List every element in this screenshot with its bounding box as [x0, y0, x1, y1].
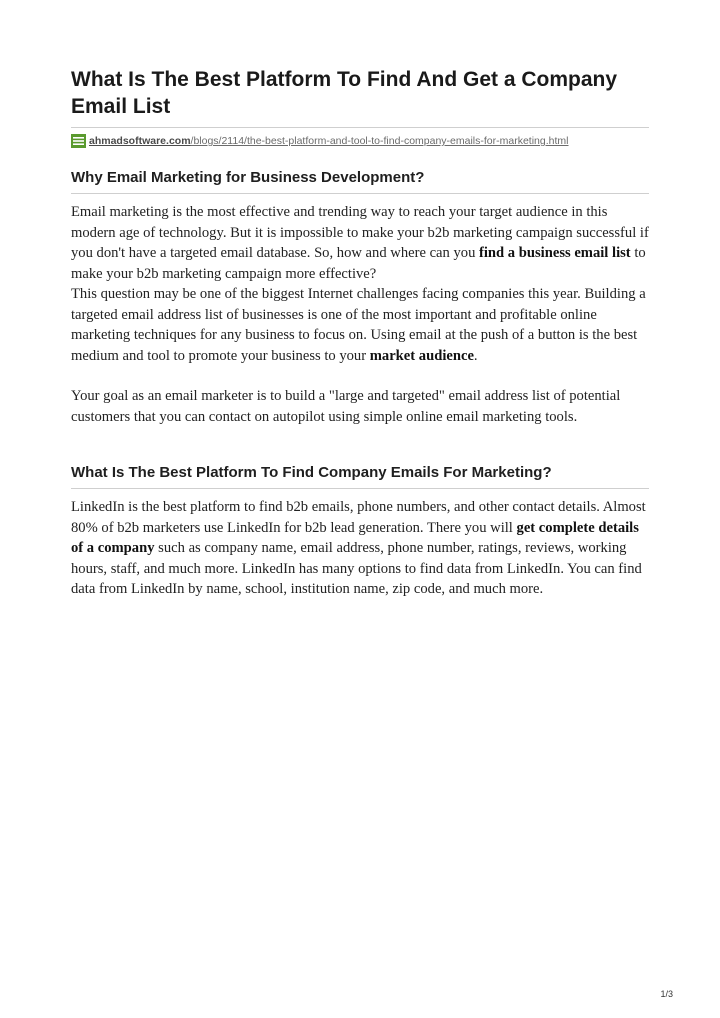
source-domain[interactable]: ahmadsoftware.com — [89, 135, 191, 147]
source-path[interactable]: /blogs/2114/the-best-platform-and-tool-to-find-company-emails-for-marketing.html — [190, 135, 569, 147]
paragraph — [71, 202, 649, 284]
paragraph-text: Your goal as an email marketer is to build a "large and targeted" email address list of potential customers that you can contact on autopilot using simple online email marketing tools. — [71, 388, 621, 425]
source-link[interactable] — [71, 132, 569, 150]
paragraph-bold-text: find a business email list — [479, 245, 631, 261]
paragraph-text: This question may be one of the biggest Internet challenges facing companies this year. Building a targeted email address list of businesses is one of the most important and profitable online marketing techniques for any business to focus on. Using email at the push of a button is the best medium and tool to promote your business to your — [71, 286, 646, 364]
section-heading-email-marketing: Why Email Marketing for Business Development? — [71, 169, 425, 186]
paragraph-bold-text: get complete details of a company — [71, 519, 639, 556]
paragraph-text: Email marketing is the most effective and trending way to reach your target audience in this modern age of technology. But it is impossible to make your b2b marketing campaign successful if you don't have a targeted email database. So, how and where can you — [71, 204, 649, 261]
site-favicon-icon — [71, 134, 86, 148]
page-title: What Is The Best Platform To Find And Get a Company Email List — [71, 68, 618, 118]
paragraph — [71, 386, 649, 427]
paragraph-text: . — [473, 347, 478, 364]
page-number: 1/3 — [660, 989, 673, 999]
paragraph-text: such as company name, email address, phone number, ratings, reviews, working hours, staff, and much more. LinkedIn has many options to find data from LinkedIn. You can find data from LinkedIn by name, school, institution name, zip code, and much more. — [71, 540, 642, 597]
paragraph-text: LinkedIn is the best platform to find b2b emails, phone numbers, and other contact details. Almost 80% of b2b marketers use LinkedIn for b2b lead generation. There you will — [71, 499, 646, 536]
section-divider — [71, 193, 649, 194]
paragraph — [71, 284, 649, 366]
paragraph-text: to make your b2b marketing campaign more effective? — [71, 245, 646, 282]
paragraph-bold-text: market audience — [369, 347, 474, 364]
paragraph — [71, 497, 649, 600]
title-divider — [71, 127, 649, 128]
section-divider — [71, 488, 649, 489]
section-heading-best-platform: What Is The Best Platform To Find Company Emails For Marketing? — [71, 464, 552, 481]
